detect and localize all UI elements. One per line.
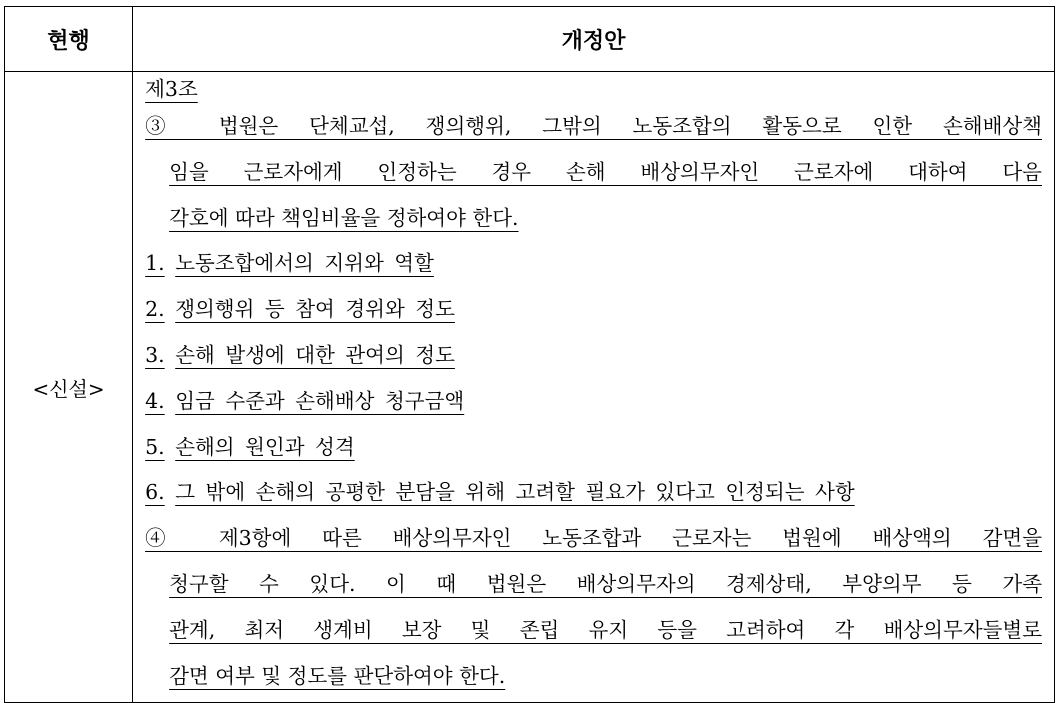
para3-text-1: ③ 법원은 단체교섭, 쟁의행위, 그밖의 노동조합의 활동으로 인한 손해배상책 [145,114,1042,138]
comparison-table [4,6,1055,703]
para4-line4 [145,654,1042,700]
item-text: 임금 수준과 손해배상 청구금액 [175,388,465,413]
para3-text-2: 임을 근로자에게 인정하는 경우 손해 배상의무자인 근로자에 대하여 다음 [169,159,1042,184]
para4-text-2: 청구할 수 있다. 이 때 법원은 배상의무자의 경제상태, 부양의무 등 가족 [169,571,1042,596]
para4-line1 [145,516,1042,562]
item-number: 4. [145,388,165,413]
item-text: 손해의 원인과 성격 [175,434,355,459]
proposed-content [133,72,1054,699]
article-line [145,74,1042,104]
item-text: 쟁의행위 등 참여 경위와 정도 [175,297,455,322]
header-row [5,7,1055,72]
proposed-cell [133,72,1055,703]
item-number: 3. [145,342,165,367]
item-number: 6. [145,480,165,505]
list-item [145,379,1042,425]
list-item [145,241,1042,287]
para4-text-4: 감면 여부 및 정도를 판단하여야 한다. [169,663,506,688]
current-text: <신설> [5,72,133,703]
para3-line1 [145,104,1042,150]
article-title: 제3조 [145,77,198,101]
content-row [5,72,1055,703]
item-text: 그 밖에 손해의 공평한 분담을 위해 고려할 필요가 있다고 인정되는 사항 [175,480,855,505]
current-header: 현행 [5,7,133,72]
item-text: 노동조합에서의 지위와 역할 [175,251,434,276]
para4-line3 [145,608,1042,654]
item-text: 손해 발생에 대한 관여의 정도 [175,342,455,367]
para4-text-3: 관계, 최저 생계비 보장 및 존립 유지 등을 고려하여 각 배상의무자들별로 [169,617,1042,642]
proposed-header: 개정안 [133,7,1055,72]
list-item [145,333,1042,379]
item-number: 1. [145,251,165,276]
item-number: 2. [145,297,165,322]
item-number: 5. [145,434,165,459]
list-item [145,425,1042,471]
para3-text-3: 각호에 따라 책임비율을 정하여야 한다. [169,205,519,230]
list-item [145,287,1042,333]
para3-line2 [145,150,1042,196]
para3-line3 [145,196,1042,242]
para4-text-1: ④ 제3항에 따른 배상의무자인 노동조합과 근로자는 법원에 배상액의 감면을 [145,526,1042,551]
para4-line2 [145,562,1042,608]
list-item [145,470,1042,516]
